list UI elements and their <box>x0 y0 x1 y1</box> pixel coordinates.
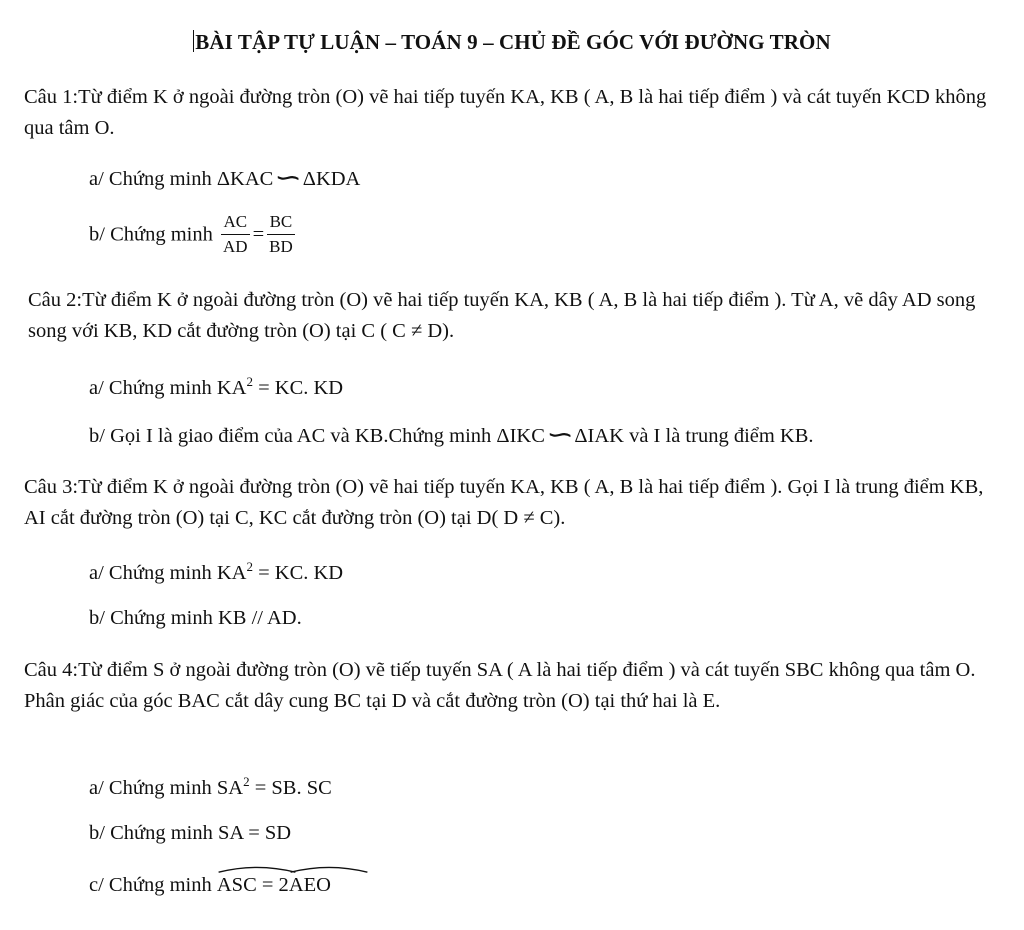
triangle-kda: ΔKDA <box>302 168 361 190</box>
arc-aeo <box>289 871 331 899</box>
worksheet-title <box>0 30 1024 55</box>
numerator: BC <box>267 212 295 235</box>
similar-symbol: ∽ <box>274 165 303 190</box>
part-label: a/ Chứng minh <box>89 168 217 190</box>
arc-hat-icon <box>289 865 369 873</box>
triangle-kac: ΔKAC <box>216 168 274 190</box>
denominator: AD <box>223 237 248 256</box>
superscript: 2 <box>243 774 250 789</box>
question-1-part-a <box>89 164 360 193</box>
superscript: 2 <box>246 374 253 389</box>
fraction-bc-bd <box>267 212 295 257</box>
fraction-ac-ad <box>221 212 250 257</box>
part-text: = KC. KD <box>252 377 344 399</box>
denominator: BD <box>269 237 293 256</box>
arc-hat-icon <box>217 865 297 873</box>
title-text: BÀI TẬP TỰ LUẬN – TOÁN 9 – CHỦ ĐỀ GÓC VỚI ĐƯỜNG TRÒN <box>195 30 831 54</box>
question-4-part-c <box>89 871 331 899</box>
arc-label: AEO <box>288 874 331 896</box>
question-2-part-b <box>89 421 814 450</box>
question-4-part-b: b/ Chứng minh SA = SD <box>89 822 292 844</box>
question-1-text: Câu 1:Từ điểm K ở ngoài đường tròn (O) vẽ hai tiếp tuyến KA, KB ( A, B là hai tiếp điểm ) và cát tuyến KCD không qua tâm O. <box>24 86 987 139</box>
numerator: AC <box>221 212 250 235</box>
question-2-part-a <box>89 368 343 402</box>
similar-symbol: ∽ <box>546 422 574 447</box>
part-text: ΔIAK và I là trung điểm KB. <box>574 425 814 447</box>
part-label: b/ Chứng minh <box>89 223 218 246</box>
part-text: = KC. KD <box>252 562 344 584</box>
question-4-text: Câu 4:Từ điểm S ở ngoài đường tròn (O) vẽ tiếp tuyến SA ( A là hai tiếp điểm ) và cát tuyến SBC không qua tâm O. Phân giác của góc BAC cắt dây cung BC tại D và cắt đường tròn (O) tại thứ hai là E. <box>24 659 976 712</box>
question-3-text: Câu 3:Từ điểm K ở ngoài đường tròn (O) vẽ hai tiếp tuyến KA, KB ( A, B là hai tiếp điểm ). Gọi I là trung điểm KB, AI cắt đường tròn (O) tại C, KC cắt đường tròn (O) tại D( D ≠ C). <box>24 476 984 529</box>
superscript: 2 <box>246 559 253 574</box>
part-label: a/ Chứng minh KA <box>89 377 247 399</box>
part-text: = SB. SC <box>249 777 332 799</box>
arc-label: ASC <box>216 874 257 896</box>
question-4-part-a <box>89 768 332 802</box>
arc-asc <box>217 871 257 899</box>
question-2-text: Câu 2:Từ điểm K ở ngoài đường tròn (O) vẽ hai tiếp tuyến KA, KB ( A, B là hai tiếp điểm ). Từ A, vẽ dây AD song song với KB, KD cắt đường tròn (O) tại C ( C ≠ D). <box>28 289 976 342</box>
equals-sign: = <box>252 223 265 246</box>
part-label: c/ Chứng minh <box>89 874 217 896</box>
part-label: a/ Chứng minh KA <box>89 562 247 584</box>
question-3-part-b: b/ Chứng minh KB // AD. <box>89 607 302 629</box>
question-3-part-a <box>89 553 343 587</box>
part-text: b/ Gọi I là giao điểm của AC và KB.Chứng minh ΔIKC <box>89 425 545 447</box>
question-1-part-b <box>89 212 298 257</box>
part-label: a/ Chứng minh SA <box>89 777 244 799</box>
equals-two: = 2 <box>256 874 289 896</box>
